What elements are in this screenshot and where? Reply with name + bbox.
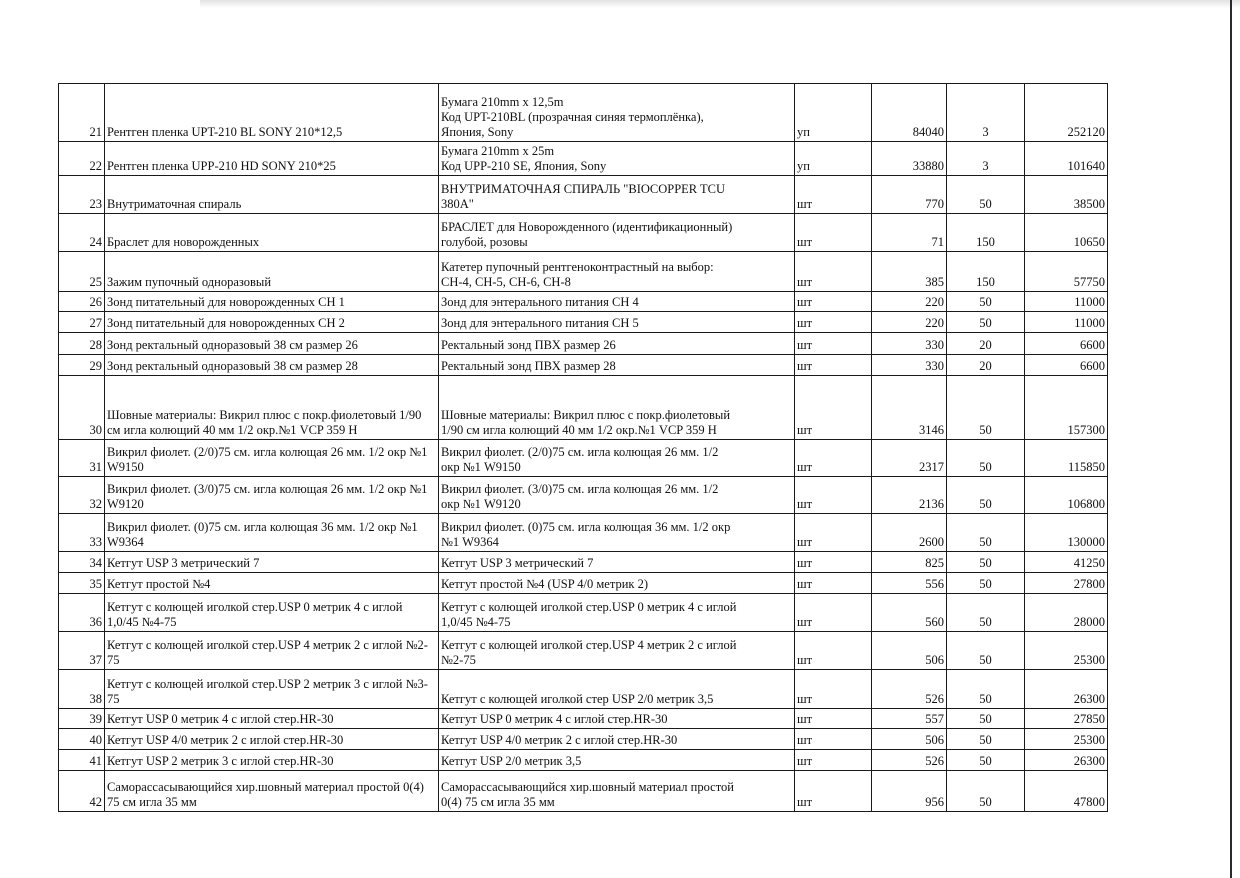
quantity-cell: 50 xyxy=(947,632,1025,670)
price-cell: 220 xyxy=(872,292,947,312)
item-spec-line: Саморассасывающийся хир.шовный материал простой xyxy=(441,780,734,794)
quantity-cell: 50 xyxy=(947,729,1025,750)
unit-cell: уп xyxy=(795,84,872,142)
row-number-cell: 39 xyxy=(59,709,105,729)
table-row xyxy=(59,355,1108,376)
row-number-cell: 35 xyxy=(59,573,105,594)
table-row xyxy=(59,376,1108,440)
table-row xyxy=(59,514,1108,552)
table-row xyxy=(59,709,1108,729)
row-number-cell: 38 xyxy=(59,670,105,709)
quantity-cell: 3 xyxy=(947,142,1025,176)
item-name-cell: Рентген пленка UPT-210 BL SONY 210*12,5 xyxy=(105,84,439,142)
item-name-cell: Викрил фиолет. (0)75 см. игла колющая 36 мм. 1/2 окр №1 W9364 xyxy=(105,514,439,552)
item-name-cell: Зонд ректальный одноразовый 38 см размер 28 xyxy=(105,355,439,376)
total-cell: 27800 xyxy=(1025,573,1108,594)
price-cell: 3146 xyxy=(872,376,947,440)
item-name-cell: Кетгут с колющей иголкой стер.USP 2 метрик 3 с иглой №3-75 xyxy=(105,670,439,709)
item-spec-line: Кетгут USP 2/0 метрик 3,5 xyxy=(441,754,582,768)
item-spec-line: Викрил фиолет. (3/0)75 см. игла колющая 26 мм. 1/2 xyxy=(441,482,719,496)
item-spec-cell xyxy=(439,142,795,176)
quantity-cell: 50 xyxy=(947,440,1025,477)
item-spec-line: Бумага 210mm x 12,5m xyxy=(441,95,564,109)
unit-cell: шт xyxy=(795,214,872,252)
unit-cell: шт xyxy=(795,514,872,552)
total-cell: 57750 xyxy=(1025,252,1108,292)
item-spec-cell xyxy=(439,252,795,292)
items-table xyxy=(58,83,1108,812)
quantity-cell: 50 xyxy=(947,477,1025,514)
item-name-cell: Зажим пупочный одноразовый xyxy=(105,252,439,292)
price-cell: 506 xyxy=(872,632,947,670)
total-cell: 101640 xyxy=(1025,142,1108,176)
unit-cell: шт xyxy=(795,376,872,440)
item-spec-cell xyxy=(439,333,795,355)
item-spec-line: Бумага 210mm x 25m xyxy=(441,144,555,158)
price-cell: 2136 xyxy=(872,477,947,514)
table-row xyxy=(59,176,1108,214)
item-spec-cell xyxy=(439,176,795,214)
item-spec-cell xyxy=(439,214,795,252)
unit-cell: шт xyxy=(795,573,872,594)
price-cell: 330 xyxy=(872,355,947,376)
total-cell: 10650 xyxy=(1025,214,1108,252)
row-number-cell: 34 xyxy=(59,552,105,573)
item-spec-line: Кетгут простой №4 (USP 4/0 метрик 2) xyxy=(441,577,649,591)
quantity-cell: 20 xyxy=(947,355,1025,376)
item-spec-cell xyxy=(439,292,795,312)
item-spec-line: 1/90 см игла колющий 40 мм 1/2 окр.№1 VCP 359 H xyxy=(441,423,717,437)
total-cell: 25300 xyxy=(1025,632,1108,670)
item-spec-line: №2-75 xyxy=(441,653,476,667)
item-spec-line: №1 W9364 xyxy=(441,535,499,549)
item-spec-cell xyxy=(439,750,795,771)
item-name-cell: Рентген пленка UPP-210 HD SONY 210*25 xyxy=(105,142,439,176)
total-cell: 6600 xyxy=(1025,355,1108,376)
table-row xyxy=(59,771,1108,812)
item-name-cell: Зонд ректальный одноразовый 38 см размер 26 xyxy=(105,333,439,355)
item-spec-cell xyxy=(439,573,795,594)
total-cell: 115850 xyxy=(1025,440,1108,477)
table-row xyxy=(59,632,1108,670)
row-number-cell: 30 xyxy=(59,376,105,440)
price-cell: 526 xyxy=(872,670,947,709)
item-spec-line: Зонд для энтерального питания CH 4 xyxy=(441,295,639,309)
quantity-cell: 50 xyxy=(947,573,1025,594)
quantity-cell: 50 xyxy=(947,709,1025,729)
item-spec-line: окр №1 W9150 xyxy=(441,460,521,474)
quantity-cell: 150 xyxy=(947,214,1025,252)
row-number-cell: 21 xyxy=(59,84,105,142)
table-row xyxy=(59,440,1108,477)
unit-cell: шт xyxy=(795,252,872,292)
unit-cell: шт xyxy=(795,594,872,632)
item-spec-line: Кетгут с колющей иголкой стер.USP 0 метрик 4 с иглой xyxy=(441,600,737,614)
unit-cell: шт xyxy=(795,292,872,312)
quantity-cell: 50 xyxy=(947,514,1025,552)
price-cell: 770 xyxy=(872,176,947,214)
unit-cell: шт xyxy=(795,771,872,812)
quantity-cell: 50 xyxy=(947,771,1025,812)
item-spec-line: голубой, розовы xyxy=(441,235,528,249)
item-spec-line: Катетер пупочный рентгеноконтрастный на выбор: xyxy=(441,260,714,274)
item-spec-cell xyxy=(439,771,795,812)
unit-cell: шт xyxy=(795,632,872,670)
row-number-cell: 29 xyxy=(59,355,105,376)
item-name-cell: Шовные материалы: Викрил плюс с покр.фиолетовый 1/90 см игла колющий 40 мм 1/2 окр.№1 VCP 359 H xyxy=(105,376,439,440)
quantity-cell: 150 xyxy=(947,252,1025,292)
item-name-cell: Кетгут USP 3 метрический 7 xyxy=(105,552,439,573)
item-name-cell: Зонд питательный для новорожденных CH 1 xyxy=(105,292,439,312)
item-name-cell: Викрил фиолет. (3/0)75 см. игла колющая 26 мм. 1/2 окр №1 W9120 xyxy=(105,477,439,514)
item-spec-cell xyxy=(439,729,795,750)
item-spec-cell xyxy=(439,632,795,670)
row-number-cell: 33 xyxy=(59,514,105,552)
row-number-cell: 25 xyxy=(59,252,105,292)
row-number-cell: 22 xyxy=(59,142,105,176)
unit-cell: шт xyxy=(795,477,872,514)
unit-cell: уп xyxy=(795,142,872,176)
items-table-body xyxy=(59,84,1108,812)
table-row xyxy=(59,292,1108,312)
item-spec-line: Япония, Sony xyxy=(441,125,514,139)
total-cell: 26300 xyxy=(1025,670,1108,709)
item-name-cell: Викрил фиолет. (2/0)75 см. игла колющая 26 мм. 1/2 окр №1 W9150 xyxy=(105,440,439,477)
item-spec-line: Шовные материалы: Викрил плюс с покр.фиолетовый xyxy=(441,408,731,422)
item-spec-line: ВНУТРИМАТОЧНАЯ СПИРАЛЬ "BIOCOPPER TCU xyxy=(441,182,726,196)
item-spec-line: Код UPP-210 SE, Япония, Sony xyxy=(441,159,607,173)
item-spec-line: Код UPT-210BL (прозрачная синяя термоплёнка), xyxy=(441,110,704,124)
item-spec-line: Кетгут USP 0 метрик 4 с иглой стер.HR-30 xyxy=(441,712,668,726)
unit-cell: шт xyxy=(795,176,872,214)
item-name-cell: Кетгут USP 2 метрик 3 с иглой стер.HR-30 xyxy=(105,750,439,771)
item-spec-cell xyxy=(439,709,795,729)
price-cell: 506 xyxy=(872,729,947,750)
total-cell: 47800 xyxy=(1025,771,1108,812)
total-cell: 28000 xyxy=(1025,594,1108,632)
item-spec-cell xyxy=(439,376,795,440)
price-cell: 71 xyxy=(872,214,947,252)
item-spec-line: Ректальный зонд ПВХ размер 28 xyxy=(441,359,616,373)
unit-cell: шт xyxy=(795,750,872,771)
table-row xyxy=(59,333,1108,355)
item-name-cell: Браслет для новорожденных xyxy=(105,214,439,252)
row-number-cell: 27 xyxy=(59,312,105,333)
price-cell: 825 xyxy=(872,552,947,573)
item-spec-line: Викрил фиолет. (2/0)75 см. игла колющая 26 мм. 1/2 xyxy=(441,445,719,459)
scan-edge-right xyxy=(1230,0,1232,878)
item-spec-cell xyxy=(439,514,795,552)
item-spec-cell xyxy=(439,477,795,514)
item-name-cell: Внутриматочная спираль xyxy=(105,176,439,214)
total-cell: 26300 xyxy=(1025,750,1108,771)
quantity-cell: 50 xyxy=(947,552,1025,573)
unit-cell: шт xyxy=(795,440,872,477)
row-number-cell: 40 xyxy=(59,729,105,750)
row-number-cell: 28 xyxy=(59,333,105,355)
price-cell: 956 xyxy=(872,771,947,812)
item-name-cell: Кетгут с колющей иголкой стер.USP 0 метрик 4 с иглой 1,0/45 №4-75 xyxy=(105,594,439,632)
price-cell: 220 xyxy=(872,312,947,333)
total-cell: 41250 xyxy=(1025,552,1108,573)
item-spec-line: Викрил фиолет. (0)75 см. игла колющая 36 мм. 1/2 окр xyxy=(441,520,731,534)
row-number-cell: 32 xyxy=(59,477,105,514)
item-name-cell: Саморассасывающийся хир.шовный материал простой 0(4) 75 см игла 35 мм xyxy=(105,771,439,812)
row-number-cell: 41 xyxy=(59,750,105,771)
table-row xyxy=(59,573,1108,594)
total-cell: 25300 xyxy=(1025,729,1108,750)
row-number-cell: 42 xyxy=(59,771,105,812)
table-row xyxy=(59,729,1108,750)
table-row xyxy=(59,477,1108,514)
item-name-cell: Кетгут USP 4/0 метрик 2 с иглой стер.HR-30 xyxy=(105,729,439,750)
price-cell: 557 xyxy=(872,709,947,729)
item-spec-line: CH-4, CH-5, CH-6, CH-8 xyxy=(441,275,571,289)
price-cell: 526 xyxy=(872,750,947,771)
total-cell: 11000 xyxy=(1025,312,1108,333)
item-spec-cell xyxy=(439,670,795,709)
total-cell: 27850 xyxy=(1025,709,1108,729)
row-number-cell: 31 xyxy=(59,440,105,477)
item-spec-line: 1,0/45 №4-75 xyxy=(441,615,511,629)
item-spec-line: Кетгут с колющей иголкой стер USP 2/0 метрик 3,5 xyxy=(441,692,714,706)
total-cell: 38500 xyxy=(1025,176,1108,214)
table-row xyxy=(59,594,1108,632)
item-spec-line: 380A" xyxy=(441,197,474,211)
item-spec-line: Кетгут USP 4/0 метрик 2 с иглой стер.HR-30 xyxy=(441,733,678,747)
table-row xyxy=(59,252,1108,292)
unit-cell: шт xyxy=(795,709,872,729)
item-name-cell: Кетгут USP 0 метрик 4 с иглой стер.HR-30 xyxy=(105,709,439,729)
item-spec-line: Кетгут с колющей иголкой стер.USP 4 метрик 2 с иглой xyxy=(441,638,737,652)
quantity-cell: 50 xyxy=(947,292,1025,312)
item-spec-line: 0(4) 75 см игла 35 мм xyxy=(441,795,555,809)
price-cell: 2600 xyxy=(872,514,947,552)
total-cell: 11000 xyxy=(1025,292,1108,312)
unit-cell: шт xyxy=(795,670,872,709)
unit-cell: шт xyxy=(795,333,872,355)
table-row xyxy=(59,552,1108,573)
price-cell: 560 xyxy=(872,594,947,632)
price-cell: 556 xyxy=(872,573,947,594)
item-spec-cell xyxy=(439,355,795,376)
table-row xyxy=(59,750,1108,771)
total-cell: 157300 xyxy=(1025,376,1108,440)
total-cell: 6600 xyxy=(1025,333,1108,355)
quantity-cell: 50 xyxy=(947,176,1025,214)
quantity-cell: 50 xyxy=(947,670,1025,709)
item-spec-cell xyxy=(439,594,795,632)
table-row xyxy=(59,312,1108,333)
item-spec-line: БРАСЛЕТ для Новорожденного (идентификационный) xyxy=(441,220,733,234)
price-cell: 330 xyxy=(872,333,947,355)
unit-cell: шт xyxy=(795,552,872,573)
row-number-cell: 36 xyxy=(59,594,105,632)
quantity-cell: 50 xyxy=(947,376,1025,440)
row-number-cell: 26 xyxy=(59,292,105,312)
table-row xyxy=(59,214,1108,252)
item-name-cell: Кетгут с колющей иголкой стер.USP 4 метрик 2 с иглой №2-75 xyxy=(105,632,439,670)
item-spec-line: Кетгут USP 3 метрический 7 xyxy=(441,556,594,570)
unit-cell: шт xyxy=(795,312,872,333)
row-number-cell: 23 xyxy=(59,176,105,214)
unit-cell: шт xyxy=(795,729,872,750)
quantity-cell: 50 xyxy=(947,594,1025,632)
quantity-cell: 20 xyxy=(947,333,1025,355)
row-number-cell: 37 xyxy=(59,632,105,670)
scan-shadow-top xyxy=(200,0,1240,8)
quantity-cell: 3 xyxy=(947,84,1025,142)
item-spec-cell xyxy=(439,84,795,142)
quantity-cell: 50 xyxy=(947,312,1025,333)
table-row xyxy=(59,84,1108,142)
item-spec-line: Зонд для энтерального питания CH 5 xyxy=(441,316,639,330)
item-spec-cell xyxy=(439,552,795,573)
item-spec-line: Ректальный зонд ПВХ размер 26 xyxy=(441,338,616,352)
price-cell: 33880 xyxy=(872,142,947,176)
price-cell: 84040 xyxy=(872,84,947,142)
quantity-cell: 50 xyxy=(947,750,1025,771)
total-cell: 106800 xyxy=(1025,477,1108,514)
item-spec-cell xyxy=(439,312,795,333)
unit-cell: шт xyxy=(795,355,872,376)
item-name-cell: Зонд питательный для новорожденных CH 2 xyxy=(105,312,439,333)
table-row xyxy=(59,142,1108,176)
row-number-cell: 24 xyxy=(59,214,105,252)
total-cell: 130000 xyxy=(1025,514,1108,552)
price-cell: 385 xyxy=(872,252,947,292)
item-spec-cell xyxy=(439,440,795,477)
item-name-cell: Кетгут простой №4 xyxy=(105,573,439,594)
total-cell: 252120 xyxy=(1025,84,1108,142)
price-cell: 2317 xyxy=(872,440,947,477)
table-row xyxy=(59,670,1108,709)
item-spec-line: окр №1 W9120 xyxy=(441,497,521,511)
